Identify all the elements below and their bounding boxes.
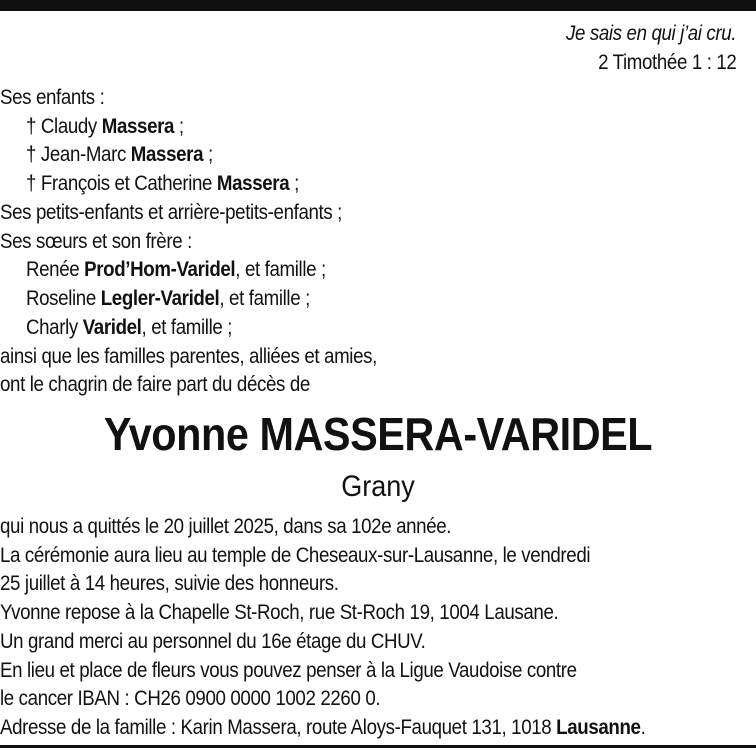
detail-line: 25 juillet à 14 heures, suivie des honneurs.: [0, 572, 339, 595]
detail-line: La cérémonie aura lieu au temple de Cheseaux-sur-Lausanne, le vendredi: [0, 544, 591, 567]
child-entry: † Claudy Massera ;: [26, 115, 184, 138]
deceased-nickname: Grany: [341, 470, 415, 503]
top-rule: [0, 0, 756, 11]
epigraph-quote: Je sais en qui j’ai cru.: [565, 22, 736, 45]
epigraph-reference: 2 Timothée 1 : 12: [597, 51, 736, 74]
announcement-line: ont le chagrin de faire part du décès de: [0, 373, 310, 396]
deceased-name: Yvonne MASSERA-VARIDEL: [103, 408, 653, 460]
families-line: ainsi que les familles parentes, alliées et amies,: [0, 345, 377, 368]
detail-line: En lieu et place de fleurs vous pouvez penser à la Ligue Vaudoise contre: [0, 659, 577, 682]
detail-line: le cancer IBAN : CH26 0900 0000 1002 2260 0.: [0, 687, 381, 710]
detail-line: Yvonne repose à la Chapelle St-Roch, rue St-Roch 19, 1004 Lausane.: [0, 601, 559, 624]
detail-line: qui nous a quittés le 20 juillet 2025, dans sa 102e année.: [0, 515, 452, 538]
sibling-entry: Roseline Legler-Varidel, et famille ;: [26, 287, 310, 310]
children-heading: Ses enfants :: [0, 86, 105, 109]
detail-line: Un grand merci au personnel du 16e étage du CHUV.: [0, 630, 426, 653]
child-entry: † François et Catherine Massera ;: [26, 172, 299, 195]
family-address: Adresse de la famille : Karin Massera, route Aloys-Fauquet 131, 1018 Lausanne.: [0, 716, 646, 739]
sibling-entry: Charly Varidel, et famille ;: [26, 316, 233, 339]
child-entry: † Jean-Marc Massera ;: [26, 143, 213, 166]
siblings-heading: Ses sœurs et son frère :: [0, 230, 192, 253]
grandchildren-line: Ses petits-enfants et arrière-petits-enfants ;: [0, 201, 343, 224]
bottom-rule: [0, 745, 756, 748]
sibling-entry: Renée Prod’Hom-Varidel, et famille ;: [26, 258, 326, 281]
